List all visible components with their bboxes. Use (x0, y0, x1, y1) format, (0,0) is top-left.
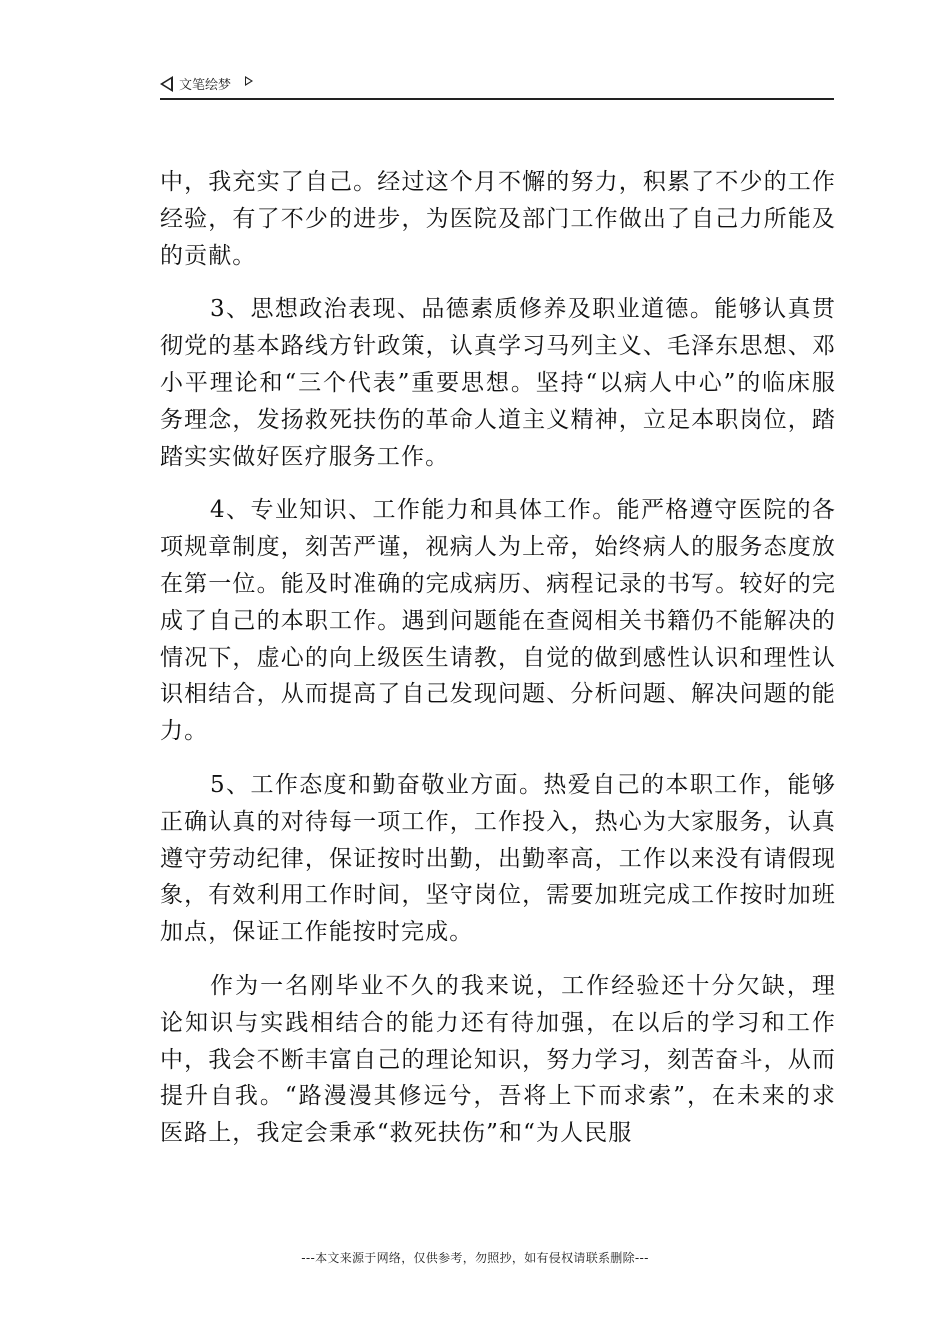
page-header (160, 72, 834, 100)
paragraph: 4、专业知识、工作能力和具体工作。能严格遵守医院的各项规章制度，刻苦严谨，视病人为上帝，始终病人的服务态度放在第一位。能及时准确的完成病历、病程记录的书写。较好的完成了自己的本职工作。遇到问题能在查阅相关书籍仍不能解决的情况下，虚心的向上级医生请教，自觉的做到感性认识和理性认识相结合，从而提高了自己发现问题、分析问题、解决问题的能力。 (160, 497, 836, 745)
document-body (160, 164, 836, 1169)
triangle-right-icon (245, 76, 253, 86)
paragraph: 作为一名刚毕业不久的我来说，工作经验还十分欠缺，理论知识与实践相结合的能力还有待加强，在以后的学习和工作中，我会不断丰富自己的理论知识，努力学习，刻苦奋斗，从而提升自我。“路漫漫其修远兮，吾将上下而求索”，在未来的求医路上，我定会秉承“救死扶伤”和“为人民服 (160, 972, 836, 1147)
paragraph: 中，我充实了自己。经过这个月不懈的努力，积累了不少的工作经验，有了不少的进步，为医院及部门工作做出了自己力所能及的贡献。 (160, 169, 836, 269)
header-brand (160, 74, 253, 93)
paragraph: 3、思想政治表现、品德素质修养及职业道德。能够认真贯彻党的基本路线方针政策，认真学习马列主义、毛泽东思想、邓小平理论和“三个代表”重要思想。坚持“以病人中心”的临床服务理念，发扬救死扶伤的革命人道主义精神，立足本职岗位，踏踏实实做好医疗服务工作。 (160, 296, 836, 470)
paragraph: 5、工作态度和勤奋敬业方面。热爱自己的本职工作，能够正确认真的对待每一项工作，工作投入，热心为大家服务，认真遵守劳动纪律，保证按时出勤，出勤率高，工作以来没有请假现象，有效利用工作时间，坚守岗位，需要加班完成工作按时加班加点，保证工作能按时完成。 (160, 771, 836, 946)
page-footer: ---本文来源于网络，仅供参考，勿照抄，如有侵权请联系删除--- (301, 1251, 649, 1265)
brand-label: 文笔绘梦 (179, 78, 232, 93)
triangle-left-icon (160, 76, 173, 92)
